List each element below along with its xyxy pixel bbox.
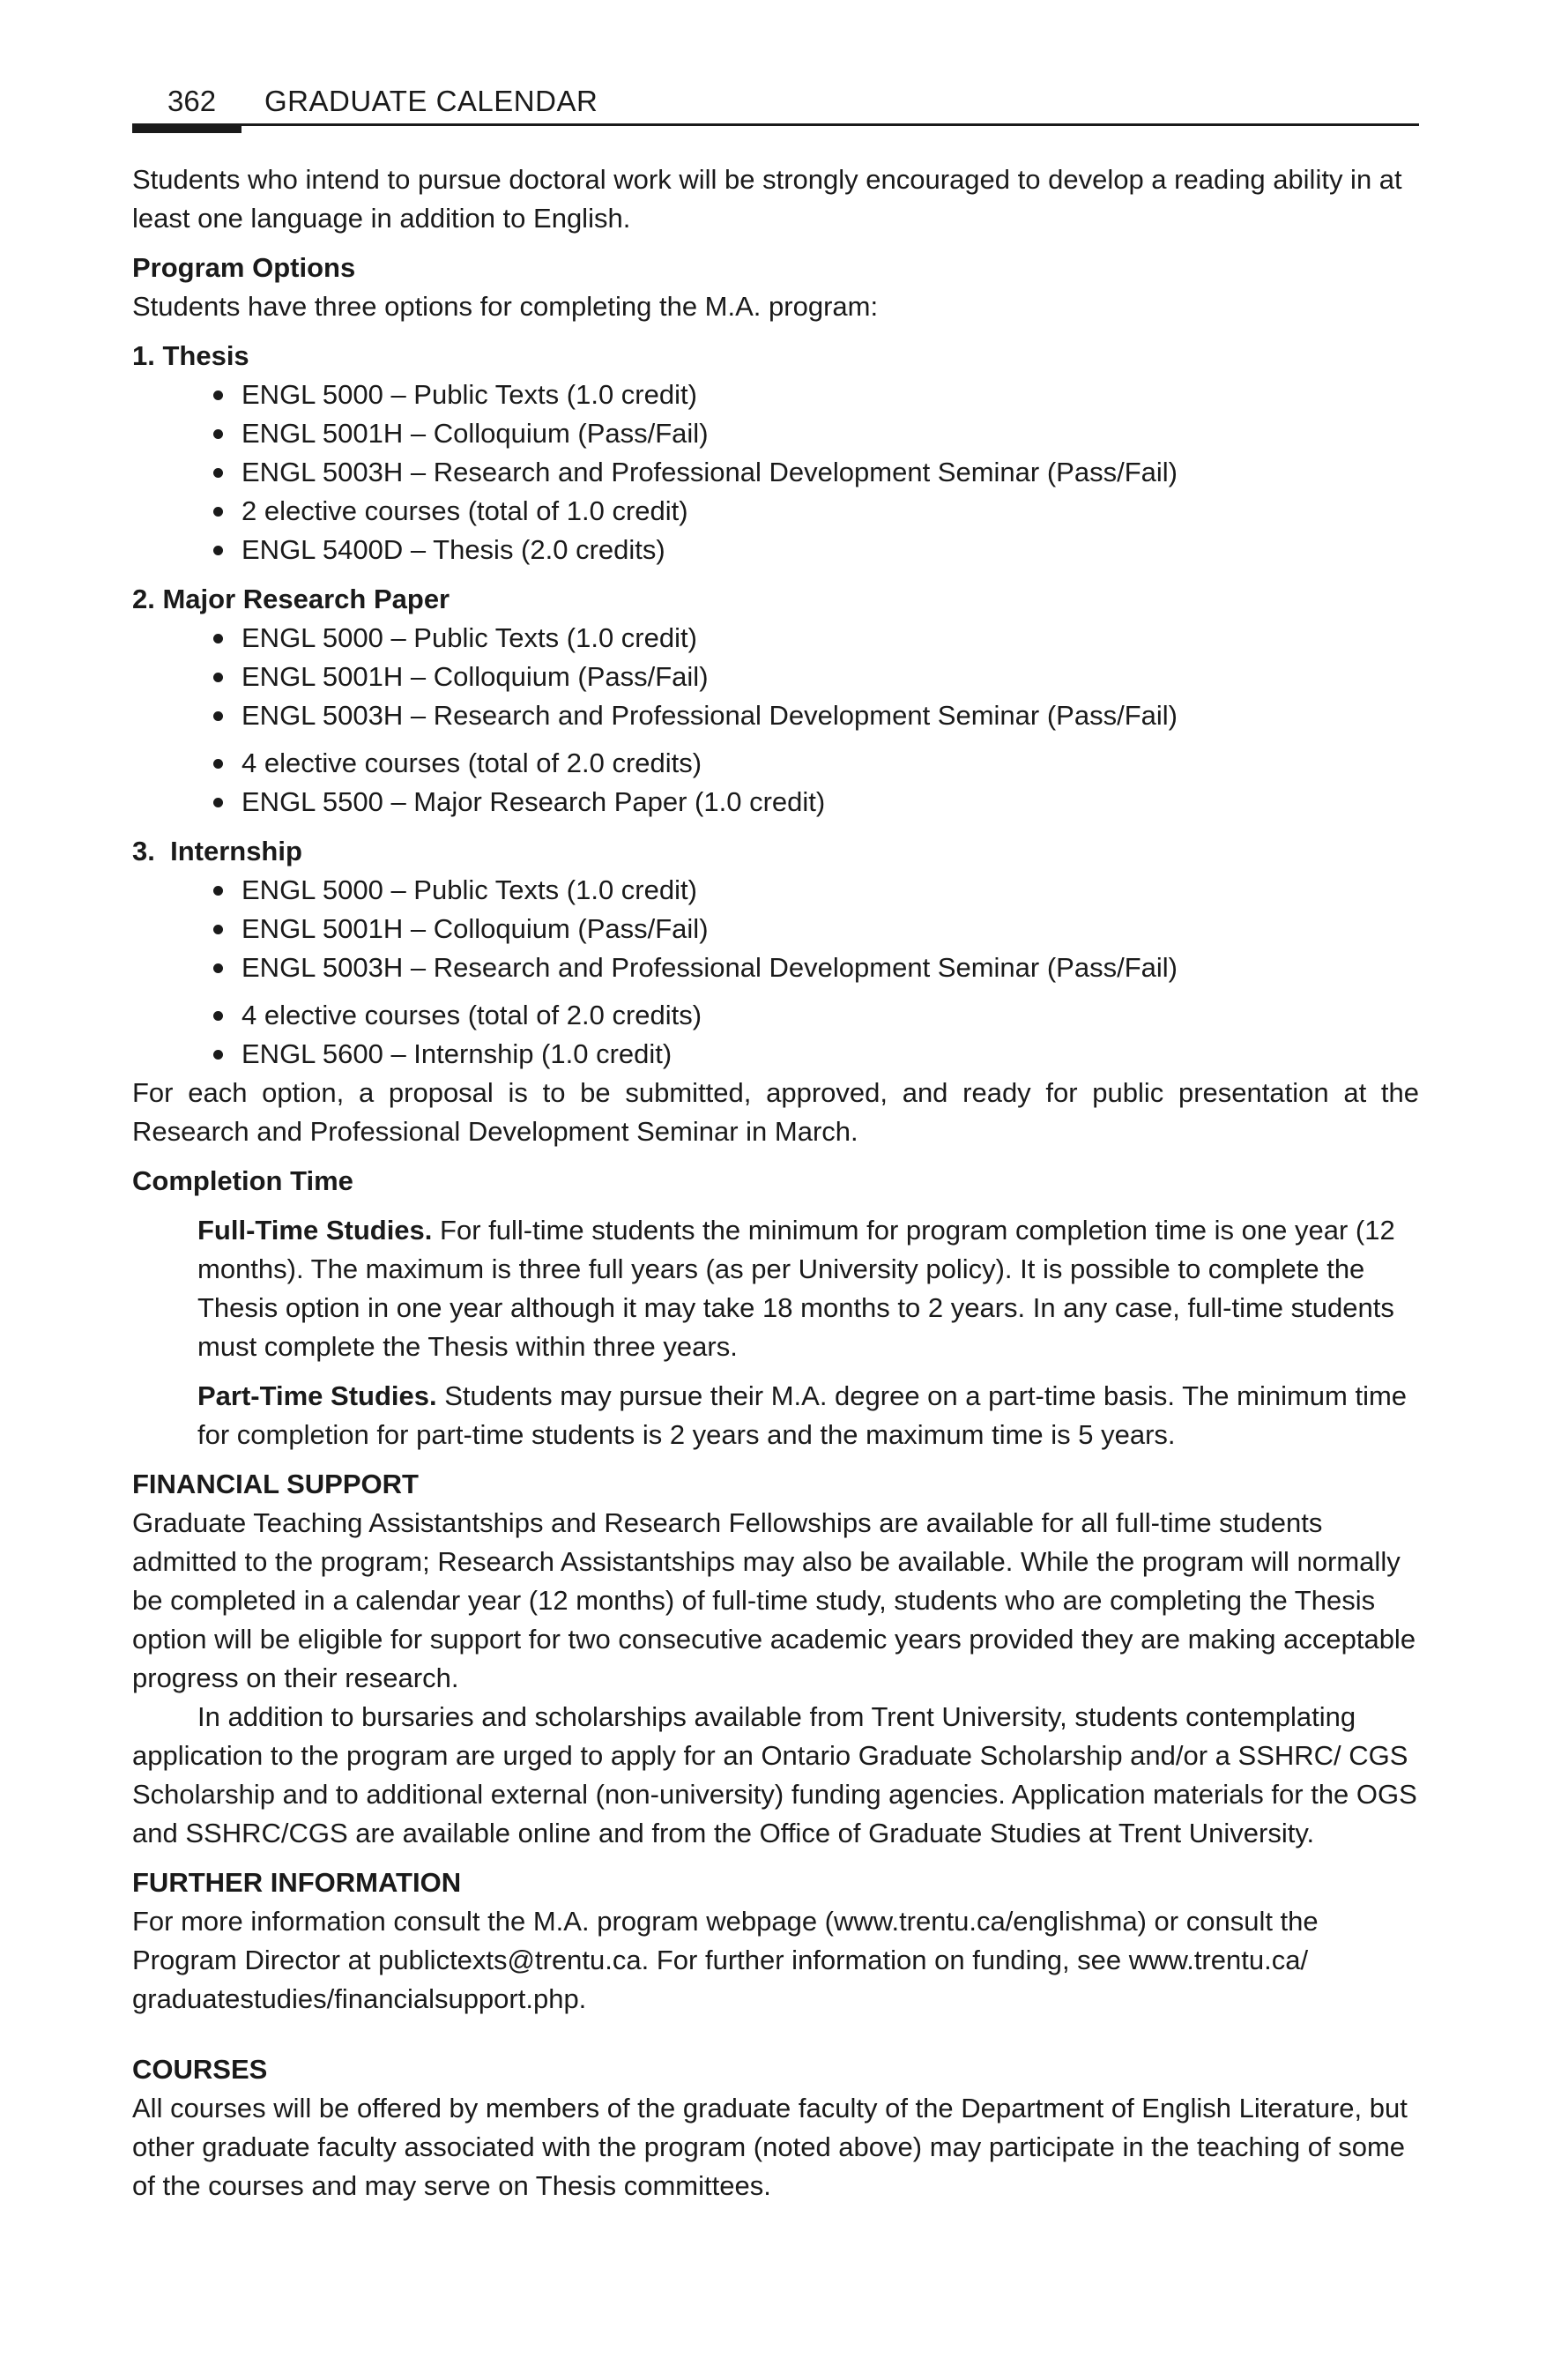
full-time-text: For full-time students the minimum for program completion time is one year (12 months). The maximum is three full years (as per University policy). It is possible to complete the Thesis option in one year although it may take 18 months to 2 years. In any case, full-time students must complete the Thesis within three years. xyxy=(197,1215,1395,1362)
option-thesis-list xyxy=(132,376,1419,569)
list-item: ENGL 5001H – Colloquium (Pass/Fail) xyxy=(212,910,1419,948)
option-thesis-title: 1. Thesis xyxy=(132,340,249,371)
part-time-paragraph xyxy=(132,1377,1419,1454)
financial-support-heading: FINANCIAL SUPPORT xyxy=(132,1469,419,1499)
calendar-page xyxy=(132,81,1419,2201)
further-information-heading: FURTHER INFORMATION xyxy=(132,1867,462,1898)
program-options-heading: Program Options xyxy=(132,252,356,283)
option-mrp-list xyxy=(132,619,1419,822)
list-item: ENGL 5000 – Public Texts (1.0 credit) xyxy=(212,376,1419,414)
list-item: ENGL 5003H – Research and Professional Development Seminar (Pass/Fail) xyxy=(212,696,1419,735)
full-time-label: Full-Time Studies. xyxy=(197,1215,433,1246)
list-item: ENGL 5001H – Colloquium (Pass/Fail) xyxy=(212,414,1419,453)
running-header xyxy=(132,81,1419,125)
financial-support-paragraph-2: In addition to bursaries and scholarships available from Trent University, students contemplating application to the program are urged to apply for an Ontario Graduate Scholarship and/or a SSHRC/ CGS Scholarship and to additional external (non-university) funding agencies. Application materials for the OGS and SSHRC/CGS are available online and from the Office of Graduate Studies at Trent University. xyxy=(132,1701,1417,1848)
full-time-paragraph xyxy=(132,1211,1419,1366)
list-item: ENGL 5000 – Public Texts (1.0 credit) xyxy=(212,619,1419,658)
option-internship-title: 3. Internship xyxy=(132,836,302,866)
list-item: ENGL 5400D – Thesis (2.0 credits) xyxy=(212,531,1419,569)
option-mrp-title: 2. Major Research Paper xyxy=(132,584,450,614)
list-item: 4 elective courses (total of 2.0 credits) xyxy=(212,744,1419,783)
list-item: ENGL 5001H – Colloquium (Pass/Fail) xyxy=(212,658,1419,696)
list-item: ENGL 5500 – Major Research Paper (1.0 credit) xyxy=(212,783,1419,822)
header-rule-tab xyxy=(132,123,241,133)
page-content xyxy=(132,160,1419,2205)
list-item: 4 elective courses (total of 2.0 credits) xyxy=(212,996,1419,1035)
proposal-note: For each option, a proposal is to be submitted, approved, and ready for public presentation at the Research and Professional Development Seminar in March. xyxy=(132,1077,1419,1147)
list-item: ENGL 5000 – Public Texts (1.0 credit) xyxy=(212,871,1419,910)
running-title: GRADUATE CALENDAR xyxy=(264,85,598,117)
completion-time-heading: Completion Time xyxy=(132,1165,353,1196)
list-item: ENGL 5600 – Internship (1.0 credit) xyxy=(212,1035,1419,1074)
list-item: ENGL 5003H – Research and Professional Development Seminar (Pass/Fail) xyxy=(212,453,1419,492)
list-item: 2 elective courses (total of 1.0 credit) xyxy=(212,492,1419,531)
program-options-intro: Students have three options for completing the M.A. program: xyxy=(132,291,879,322)
header-rule xyxy=(132,123,1419,126)
courses-heading: COURSES xyxy=(132,2054,268,2085)
financial-support-paragraph-1: Graduate Teaching Assistantships and Research Fellowships are available for all full-time students admitted to the program; Research Assistantships may also be available. While the program will normally be completed in a calendar year (12 months) of full-time study, students who are completing the Thesis option will be eligible for support for two consecutive academic years provided they are making acceptable progress on their research. xyxy=(132,1507,1416,1693)
further-information-text: For more information consult the M.A. program webpage (www.trentu.ca/englishma) or consult the Program Director at publictexts@trentu.ca. For further information on funding, see www.trentu.ca/ graduatestudies/financialsupport.php. xyxy=(132,1906,1319,2014)
courses-text: All courses will be offered by members of the graduate faculty of the Department of English Literature, but other graduate faculty associated with the program (noted above) may participate in the teaching of some of the courses and may serve on Thesis committees. xyxy=(132,2093,1408,2201)
intro-paragraph: Students who intend to pursue doctoral work will be strongly encouraged to develop a reading ability in at least one language in addition to English. xyxy=(132,164,1402,234)
option-internship-list xyxy=(132,871,1419,1074)
page-number: 362 xyxy=(167,85,217,117)
part-time-label: Part-Time Studies. xyxy=(197,1380,437,1411)
list-item: ENGL 5003H – Research and Professional Development Seminar (Pass/Fail) xyxy=(212,948,1419,987)
part-time-text: Students may pursue their M.A. degree on a part-time basis. The minimum time for completion for part-time students is 2 years and the maximum time is 5 years. xyxy=(197,1380,1408,1450)
